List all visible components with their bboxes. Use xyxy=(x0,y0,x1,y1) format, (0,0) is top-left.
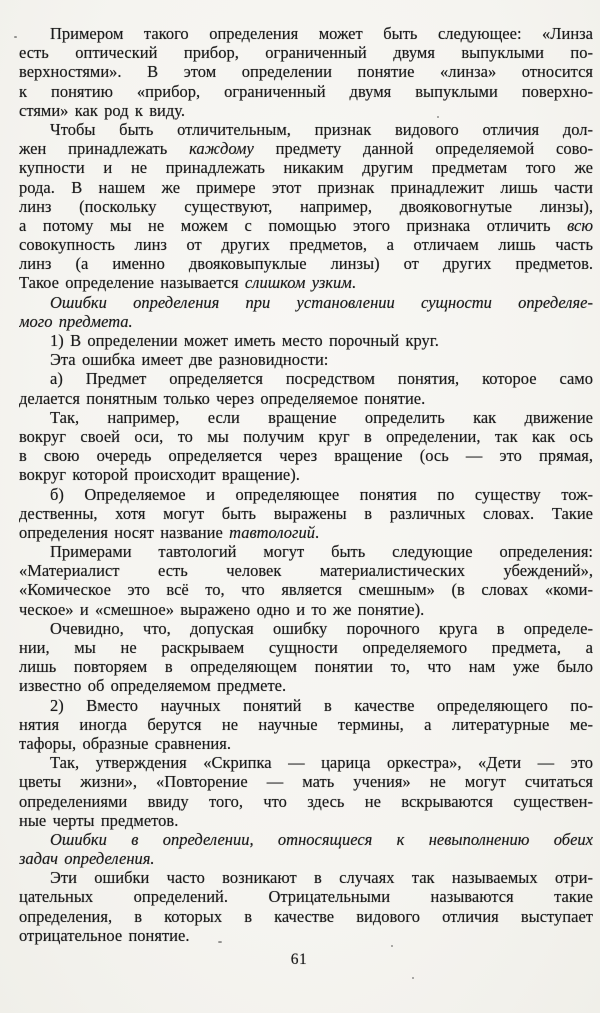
text-line xyxy=(19,676,593,695)
text-line xyxy=(19,216,593,235)
text-segment: линз (поскольку существуют, например, двояковогнутые линзы), xyxy=(19,196,593,216)
text-line xyxy=(19,465,593,484)
text-segment: нятия иногда берутся не научные термины, а литературные ме- xyxy=(19,714,593,734)
text-segment: есть оптический прибор, ограниченный двумя выпуклыми по- xyxy=(19,43,593,63)
text-segment: . xyxy=(314,522,320,542)
text-segment: отрицательное понятие. xyxy=(19,925,190,945)
text-segment: тафоры, образные сравнения. xyxy=(19,733,231,753)
text-segment: Эти ошибки часто возникают в случаях так называемых отри- xyxy=(50,868,593,888)
italic-text-segment: Ошибки в определении, относящиеся к невыполнению обеих xyxy=(50,829,593,849)
text-line xyxy=(19,926,593,945)
text-segment: вокруг которой происходит вращение). xyxy=(19,465,300,485)
text-line xyxy=(19,561,593,580)
text-segment: дественны, хотя могут быть выражены в различных словах. Такие xyxy=(19,503,593,523)
text-line xyxy=(19,101,593,120)
text-line xyxy=(19,485,593,504)
text-segment: делается понятным только через определяемое понятие. xyxy=(19,388,426,408)
text-line xyxy=(19,369,593,388)
text-segment: Чтобы быть отличительным, признак видового отличия дол- xyxy=(50,119,593,139)
text-line xyxy=(19,158,593,177)
text-line xyxy=(19,772,593,791)
text-segment: в свою очередь определяется через вращение (ось — это прямая, xyxy=(19,446,593,466)
text-segment: жен принадлежать xyxy=(19,139,190,159)
text-line xyxy=(19,504,593,523)
italic-text-segment: слишком узким xyxy=(244,273,352,293)
text-line xyxy=(19,619,593,638)
text-line xyxy=(19,178,593,197)
text-line xyxy=(19,868,593,887)
text-line xyxy=(19,82,593,101)
text-segment: Так, например, если вращение определить как движение xyxy=(50,407,593,427)
text-line xyxy=(19,542,593,561)
scan-speck xyxy=(412,977,414,979)
text-segment: Примерами тавтологий могут быть следующие определения: xyxy=(50,542,593,562)
text-segment: нии, мы не раскрываем сущности определяемого предмета, а xyxy=(19,638,593,657)
text-segment: цательных определений. Отрицательными называются такие xyxy=(19,887,593,907)
text-segment: 2) Вместо научных понятий в качестве определяющего по- xyxy=(50,695,593,715)
text-segment: «Комическое это всё то, что является смешным» (в словах «коми- xyxy=(19,580,593,600)
text-segment: а) Предмет определяется посредством понятия, которое само xyxy=(50,369,593,389)
page-number: 61 xyxy=(290,951,308,968)
text-segment: известно об определяемом предмете. xyxy=(19,676,287,696)
text-line xyxy=(19,350,593,369)
text-line xyxy=(19,696,593,715)
italic-text-segment: мого предмета. xyxy=(19,311,133,331)
text-segment: цветы жизни», «Повторение — мать учения» не могут считаться xyxy=(19,772,593,792)
text-line xyxy=(19,792,593,811)
text-line xyxy=(19,312,593,331)
text-segment: определения, в которых в качестве видового отличия выступает xyxy=(19,906,593,926)
scan-speck xyxy=(218,941,222,943)
scan-speck xyxy=(14,36,17,38)
text-segment: . xyxy=(351,273,356,293)
text-line xyxy=(19,830,593,849)
text-segment: предмету данной определяемой сово- xyxy=(253,139,593,159)
text-line xyxy=(19,849,593,868)
text-line xyxy=(19,331,593,350)
text-line xyxy=(19,657,593,676)
text-segment: рода. В нашем же примере этот признак принадлежит лишь части xyxy=(19,177,593,197)
text-line xyxy=(19,811,593,830)
text-line xyxy=(19,235,593,254)
text-line xyxy=(19,446,593,465)
text-segment: стями» как род к виду. xyxy=(19,100,186,120)
text-segment: Очевидно, что, допуская ошибку порочного круга в определе- xyxy=(50,618,593,638)
text-line xyxy=(19,427,593,446)
text-line xyxy=(19,120,593,139)
text-segment: купности и не принадлежать никаким другим предметам того же xyxy=(19,158,593,178)
scan-speck xyxy=(391,945,393,947)
text-segment: линз (а именно двояковыпуклые линзы) от других предметов. xyxy=(19,254,593,274)
text-segment: Такое определение называется xyxy=(19,273,245,293)
text-segment: ные черты предметов. xyxy=(19,810,179,830)
text-line xyxy=(19,197,593,216)
text-line xyxy=(19,389,593,408)
text-line xyxy=(19,43,593,62)
text-line xyxy=(19,24,593,43)
text-line xyxy=(19,887,593,906)
text-line xyxy=(19,273,593,292)
text-line xyxy=(19,254,593,273)
text-line xyxy=(19,715,593,734)
text-segment: б) Определяемое и определяющее понятия по существу тож- xyxy=(50,484,593,504)
text-line xyxy=(19,523,593,542)
scan-speck xyxy=(437,116,439,118)
text-segment: лишь повторяем в определяющем понятии то, что нам уже было xyxy=(19,657,593,677)
text-line xyxy=(19,734,593,753)
text-line xyxy=(19,638,593,657)
text-segment: 1) В определении может иметь место порочный круг. xyxy=(50,331,439,350)
italic-text-segment: каждому xyxy=(189,139,254,159)
text-line xyxy=(19,62,593,81)
text-segment: определениями ввиду того, что здесь не вскрываются существен- xyxy=(19,791,593,811)
text-segment: верхностями». В этом определении понятие «линза» относится xyxy=(19,62,593,82)
text-segment: совокупность линз от других предметов, а отличаем лишь часть xyxy=(19,235,593,255)
text-line xyxy=(19,907,593,926)
text-segment: Так, утверждения «Скрипка — царица оркестра», «Дети — это xyxy=(50,753,593,773)
text-segment: Эта ошибка имеет две разновидности: xyxy=(50,350,329,370)
text-line xyxy=(19,408,593,427)
text-line xyxy=(19,600,593,619)
text-line xyxy=(19,753,593,772)
text-segment: Примером такого определения может быть следующее: «Линза xyxy=(50,24,593,43)
text-block xyxy=(19,24,593,945)
text-line xyxy=(19,139,593,158)
text-segment: к понятию «прибор, ограниченный двумя выпуклыми поверхно- xyxy=(19,81,593,101)
text-segment: определения носят название xyxy=(19,522,230,542)
italic-text-segment: тавтологий xyxy=(229,522,315,542)
text-segment: «Материалист есть человек материалистических убеждений», xyxy=(19,561,593,581)
text-segment: ческое» и «смешное» выражено одно и то же понятие). xyxy=(19,599,425,619)
text-segment: вокруг своей оси, то мы получим круг в определении, так как ось xyxy=(19,426,593,446)
text-segment: а потому мы не можем с помощью этого признака отличить xyxy=(19,215,568,235)
italic-text-segment: задач определения. xyxy=(19,849,155,869)
text-line xyxy=(19,580,593,599)
italic-text-segment: Ошибки определения при установлении сущности определяе- xyxy=(50,292,593,312)
text-line xyxy=(19,293,593,312)
italic-text-segment: всю xyxy=(567,215,593,235)
